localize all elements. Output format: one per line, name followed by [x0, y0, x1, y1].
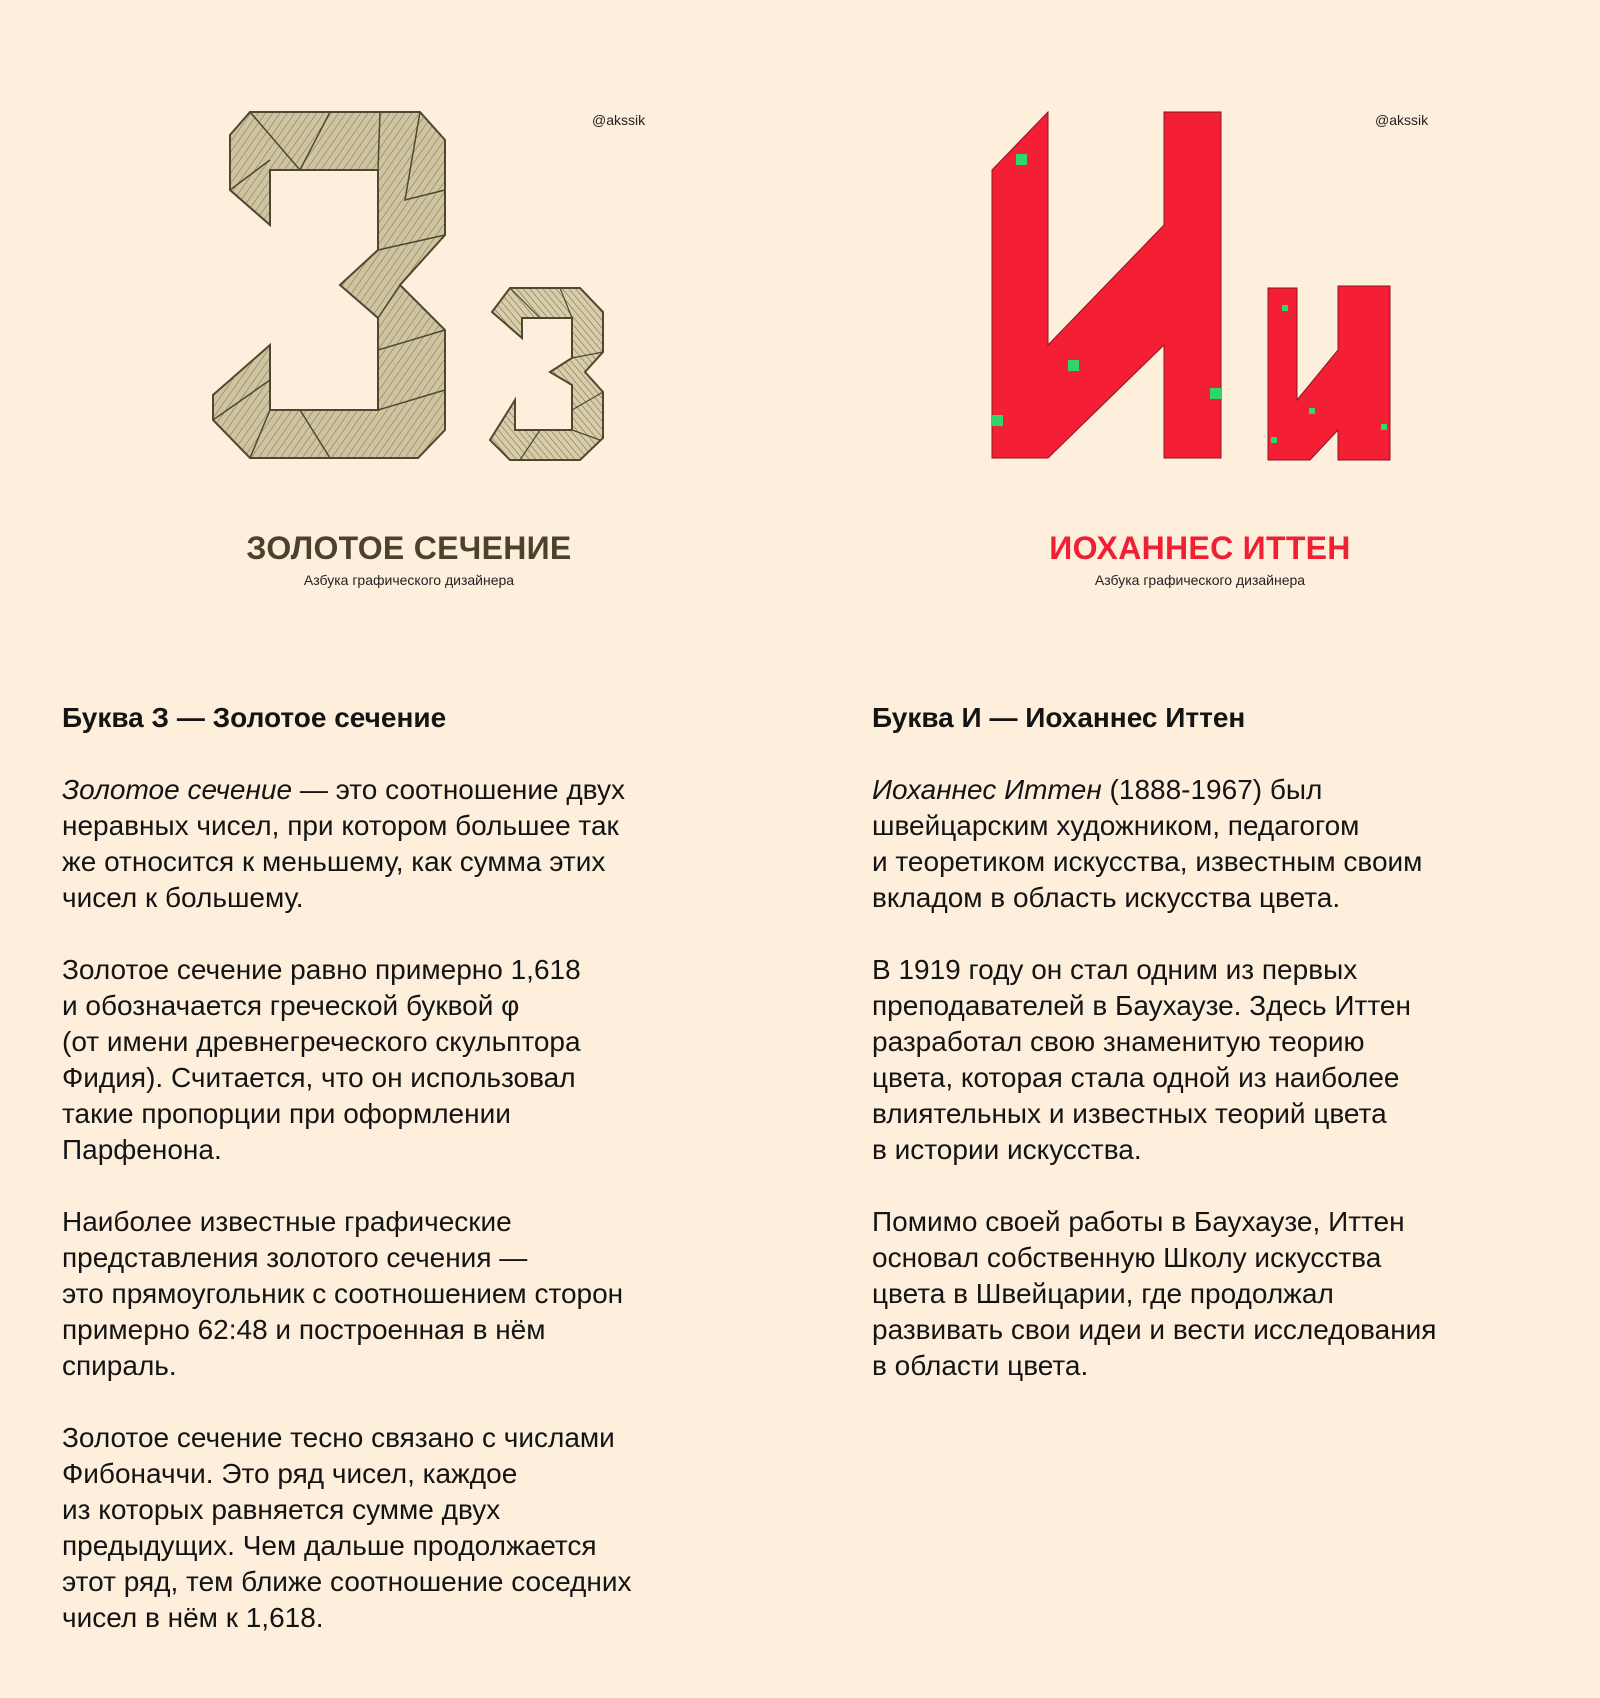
lowercase-i-shape: [1268, 286, 1390, 460]
poster-subtitle: Азбука графического дизайнера: [303, 572, 515, 588]
poster-card-golden-ratio: [0, 0, 800, 640]
paragraph-4: Золотое сечение тесно связано с числами Фибоначчи. Это ряд чисел, каждое из которых равняется сумме двух предыдущих. Чем дальше продолжается этот ряд, тем ближе соотношение соседних чисел в нём к 1,618.: [62, 1422, 632, 1633]
author-handle: @akssik: [1375, 112, 1429, 128]
poster-title: ЗОЛОТОЕ СЕЧЕНИЕ: [246, 530, 572, 566]
term-italic: Золотое сечение: [62, 774, 293, 805]
lowercase-ze-shape: [490, 288, 603, 460]
paragraph-3: Наиболее известные графические представления золотого сечения — это прямоугольник с соотношением сторон примерно 62:48 и построенная в нём спираль.: [62, 1206, 624, 1381]
author-handle: @akssik: [592, 112, 646, 128]
paragraph-1: [872, 772, 1572, 916]
poster-card-itten: [800, 0, 1600, 640]
capital-ze-shape: [213, 112, 445, 458]
paragraph-2: В 1919 году он стал одним из первых преподавателей в Баухаузе. Здесь Иттен разработал свою знаменитую теорию цвета, которая стала одной из наиболее влиятельных и известных теорий цвета в истории искусства.: [872, 954, 1411, 1165]
poster-title: ИОХАННЕС ИТТЕН: [1049, 530, 1351, 566]
paragraph-1-text: (1888-1967) был швейцарским художником, педагогом и теоретиком искусства, известным своим вкладом в область искусства цвета.: [872, 774, 1423, 913]
article-golden-ratio: [62, 700, 762, 1672]
paragraph-3: Помимо своей работы в Баухаузе, Иттен основал собственную Школу искусства цвета в Швейцарии, где продолжал развивать свои идеи и вести исследования в области цвета.: [872, 1206, 1437, 1381]
article-itten: [872, 700, 1572, 1420]
term-italic: Иоханнес Иттен: [872, 774, 1102, 805]
article-heading: Буква З — Золотое сечение: [62, 702, 447, 733]
article-heading: Буква И — Иоханнес Иттен: [872, 702, 1246, 733]
paragraph-1: [62, 772, 762, 916]
paragraph-2: Золотое сечение равно примерно 1,618 и обозначается греческой буквой φ (от имени древнегреческого скульптора Фидия). Считается, что он использовал такие пропорции при оформлении Парфенона.: [62, 954, 581, 1165]
poster-subtitle: Азбука графического дизайнера: [1094, 572, 1306, 588]
paragraph-1-text: — это соотношение двух неравных чисел, при котором большее так же относится к меньшему, как сумма этих чисел к большему.: [62, 774, 625, 913]
